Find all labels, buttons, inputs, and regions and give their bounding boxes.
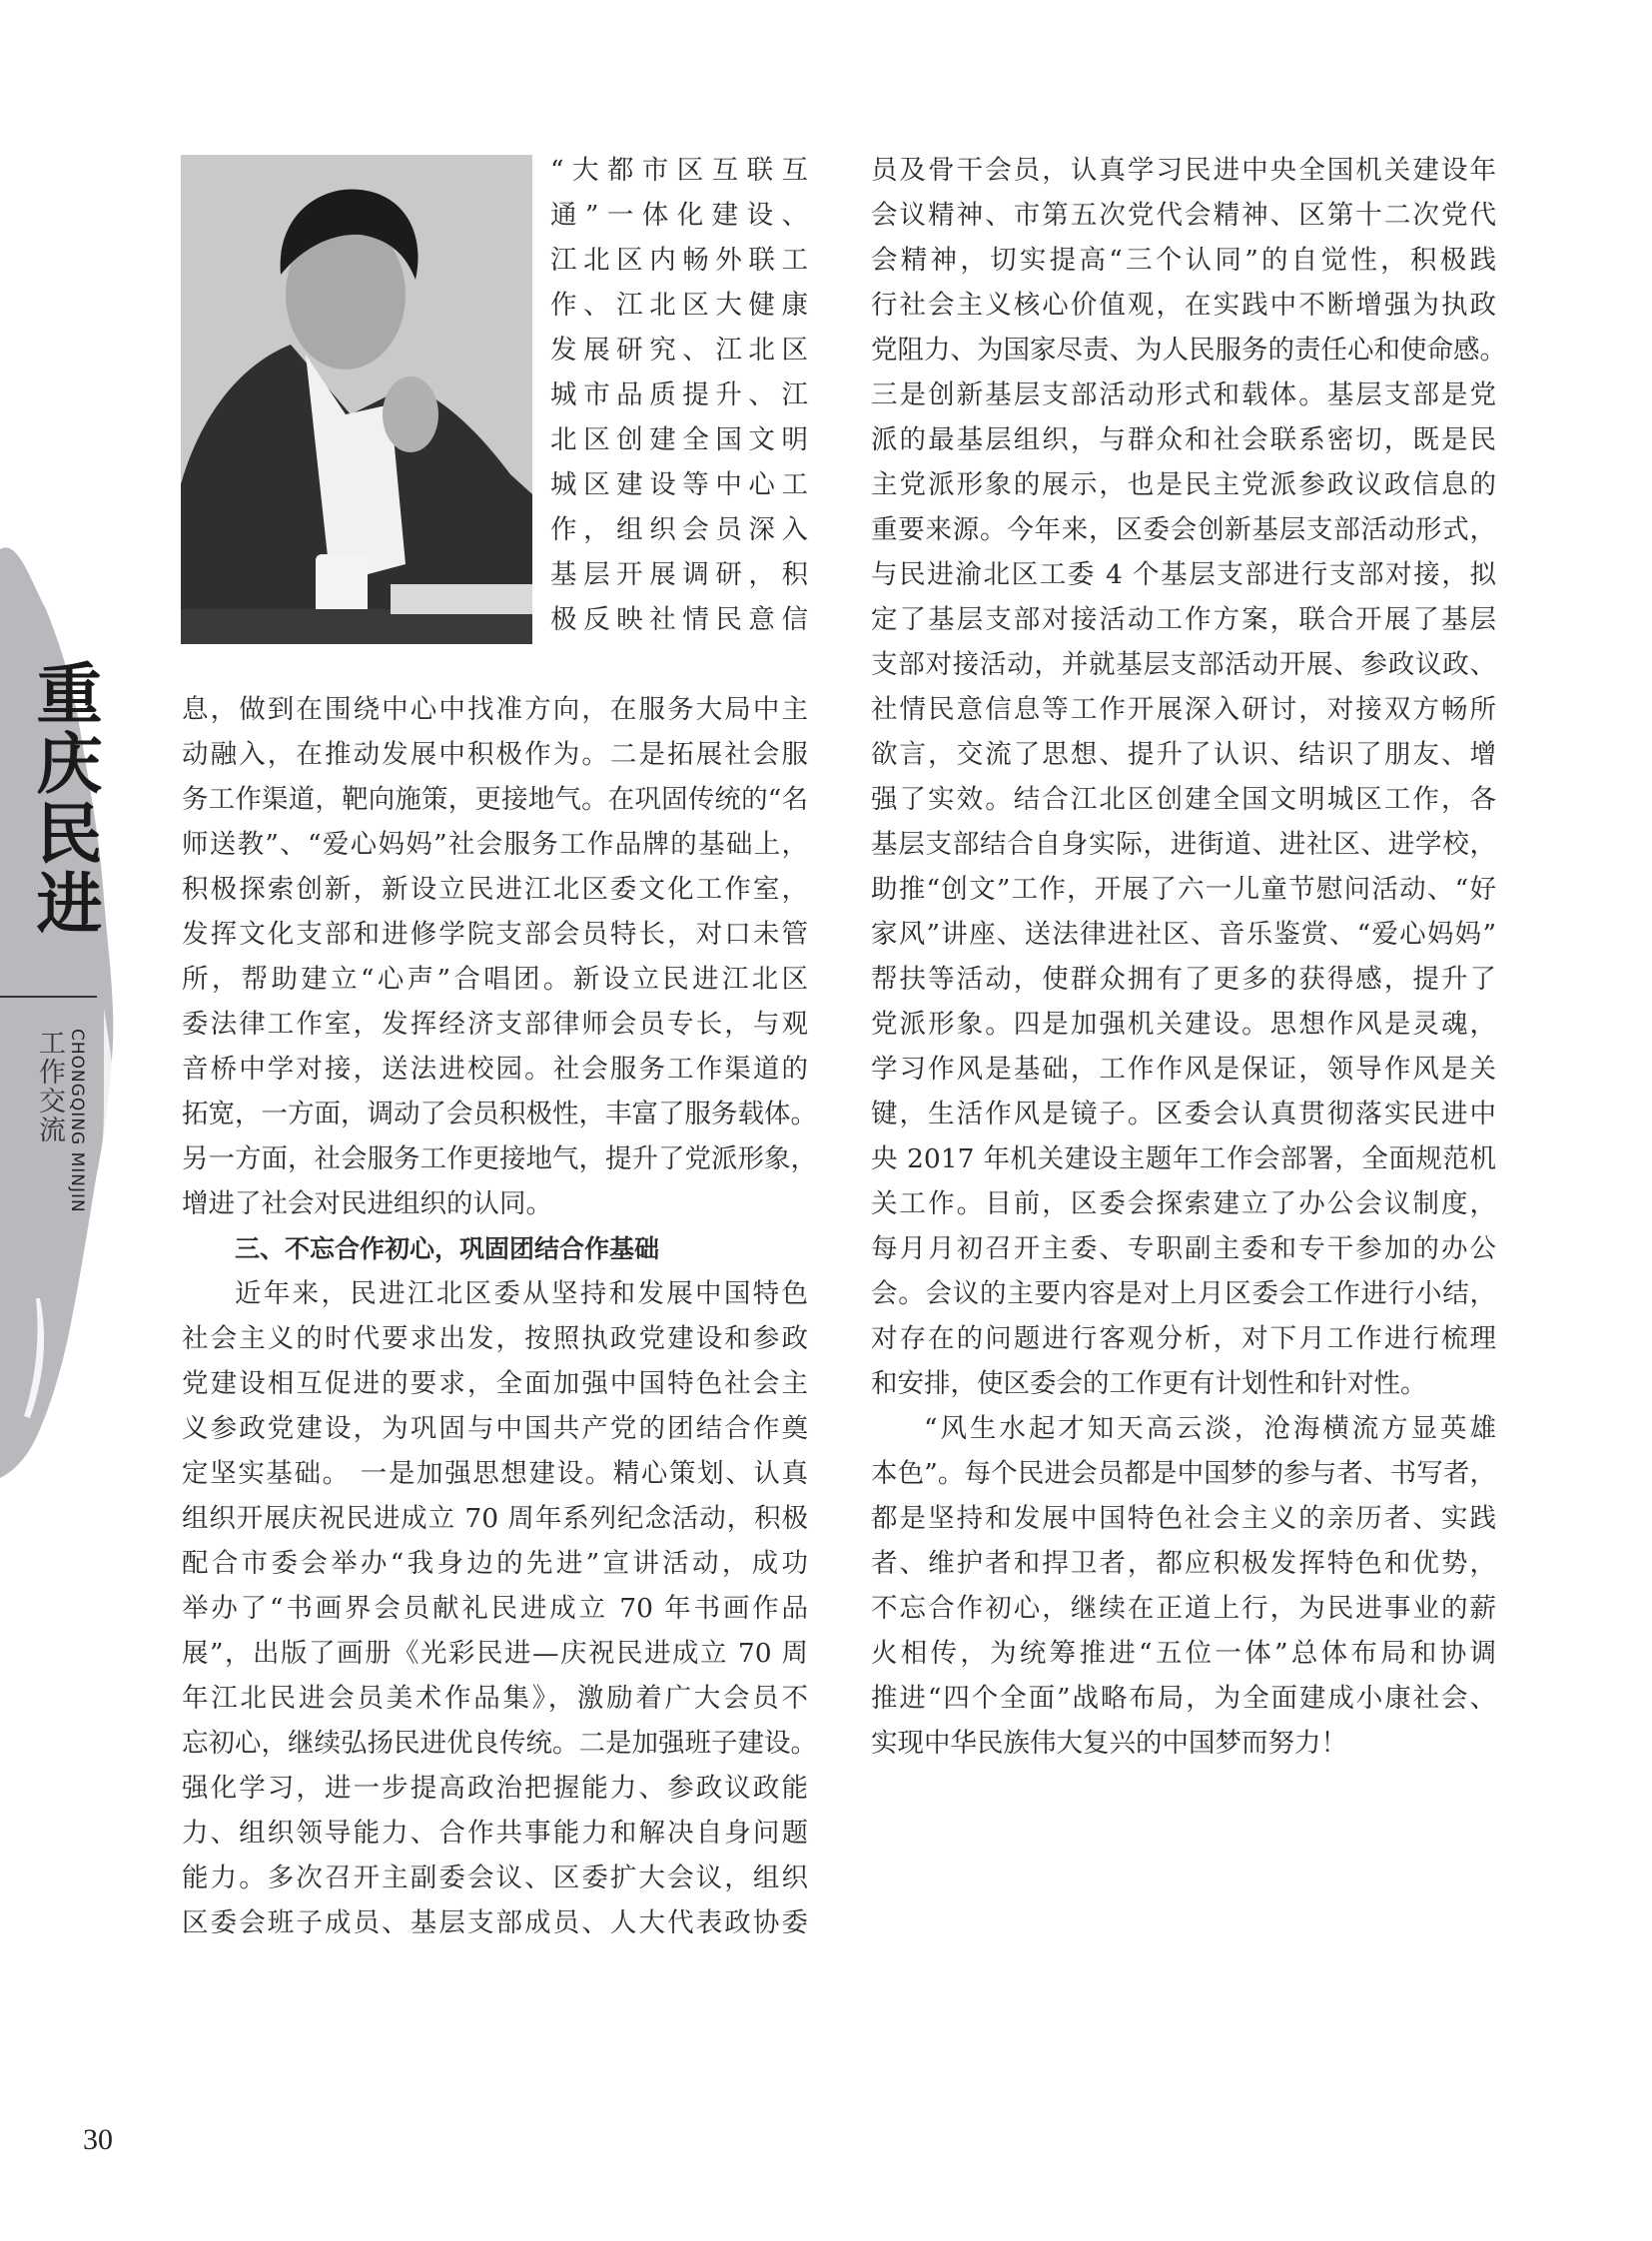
text-line: 会议精神、市第五次党代会精神、区第十二次党代 xyxy=(871,200,1496,231)
text-line: 展”，出版了画册《光彩民进—庆祝民进成立 70 周 xyxy=(182,1638,808,1669)
text-line: 强化学习，进一步提高政治把握能力、参政议政能 xyxy=(182,1773,808,1804)
text-line: “大都市区互联互 xyxy=(550,155,808,186)
text-line: 和安排，使区委会的工作更有计划性和针对性。 xyxy=(871,1368,1427,1399)
text-line: 定坚实基础。 一是加强思想建设。精心策划、认真 xyxy=(182,1458,808,1489)
text-line: 师送教”、“爱心妈妈”社会服务工作品牌的基础上， xyxy=(182,829,808,860)
text-line: 主党派形象的展示，也是民主党派参政议政信息的 xyxy=(871,469,1496,500)
portrait-photo xyxy=(181,155,532,644)
text-line: 社情民意信息等工作开展深入研讨，对接双方畅所 xyxy=(871,694,1496,725)
portrait-photo-icon xyxy=(181,155,532,644)
text-line: 发挥文化支部和进修学院支部会员特长，对口未管 xyxy=(182,919,808,950)
text-line: 本色”。每个民进会员都是中国梦的参与者、书写者， xyxy=(871,1458,1496,1489)
text-line: 极反映社情民意信 xyxy=(550,604,808,635)
text-line: 音桥中学对接，送法进校园。社会服务工作渠道的 xyxy=(182,1054,808,1085)
text-line: 会。会议的主要内容是对上月区委会工作进行小结， xyxy=(871,1278,1496,1309)
text-line: 行社会主义核心价值观，在实践中不断增强为执政 xyxy=(871,290,1496,321)
text-line: 派的最基层组织，与群众和社会联系密切，既是民 xyxy=(871,424,1496,455)
text-line: 对存在的问题进行客观分析，对下月工作进行梳理 xyxy=(871,1323,1496,1354)
text-line: 另一方面，社会服务工作更接地气，提升了党派形象， xyxy=(182,1143,817,1174)
text-line: 北区创建全国文明 xyxy=(550,424,808,455)
text-line: 增进了社会对民进组织的认同。 xyxy=(182,1188,552,1219)
text-line: 学习作风是基础，工作作风是保证，领导作风是关 xyxy=(871,1054,1496,1085)
page-number: 30 xyxy=(83,2123,113,2156)
text-line: 委法律工作室，发挥经济支部律师会员专长，与观 xyxy=(182,1009,808,1040)
masthead-divider xyxy=(0,996,97,998)
text-line: 者、维护者和捍卫者，都应积极发挥特色和优势， xyxy=(871,1548,1496,1579)
text-line: 关工作。目前，区委会探索建立了办公会议制度， xyxy=(871,1188,1496,1219)
text-line: 作，组织会员深入 xyxy=(550,514,808,545)
text-line: 三是创新基层支部活动形式和载体。基层支部是党 xyxy=(871,379,1496,410)
text-line: “风生水起才知天高云淡，沧海横流方显英雄 xyxy=(924,1413,1496,1444)
text-line: 配合市委会举办“我身边的先进”宣讲活动，成功 xyxy=(182,1548,808,1579)
text-line: 城市品质提升、江 xyxy=(550,379,808,410)
text-line: 与民进渝北区工委 4 个基层支部进行支部对接，拟 xyxy=(871,559,1496,590)
text-line: 发展研究、江北区 xyxy=(550,335,808,366)
text-line: 所，帮助建立“心声”合唱团。新设立民进江北区 xyxy=(182,964,808,995)
text-line: 息，做到在围绕中心中找准方向，在服务大局中主 xyxy=(182,694,808,725)
text-line: 强了实效。结合江北区创建全国文明城区工作，各 xyxy=(871,784,1496,815)
text-line: 实现中华民族伟大复兴的中国梦而努力！ xyxy=(871,1728,1347,1759)
text-line: 忘初心，继续弘扬民进优良传统。二是加强班子建设。 xyxy=(182,1728,817,1759)
text-line: 家风”讲座、送法律进社区、音乐鉴赏、“爱心妈妈” xyxy=(871,919,1496,950)
text-line: 近年来，民进江北区委从坚持和发展中国特色 xyxy=(235,1278,808,1309)
text-line: 基层支部结合自身实际，进街道、进社区、进学校， xyxy=(871,829,1496,860)
text-line: 拓宽，一方面，调动了会员积极性，丰富了服务载体。 xyxy=(182,1099,817,1129)
article-intro-wrap xyxy=(550,148,808,642)
section-label: 工作交流 xyxy=(34,1029,65,1144)
text-line: 重要来源。今年来，区委会创新基层支部活动形式， xyxy=(871,514,1496,545)
text-line: 力、组织领导能力、合作共事能力和解决自身问题 xyxy=(182,1818,808,1849)
text-line: 不忘合作初心，继续在正道上行，为民进事业的薪 xyxy=(871,1593,1496,1624)
text-line: 积极探索创新，新设立民进江北区委文化工作室， xyxy=(182,874,808,905)
text-line: 组织开展庆祝民进成立 70 周年系列纪念活动，积极 xyxy=(182,1503,808,1534)
text-line: 党阻力、为国家尽责、为人民服务的责任心和使命感。 xyxy=(871,335,1506,366)
article-column-left xyxy=(182,687,817,1945)
text-line: 每月月初召开主委、专职副主委和专干参加的办公 xyxy=(871,1233,1496,1264)
article-column-right xyxy=(871,148,1506,1766)
masthead-subtitle-en: CHONGQING MINJIN xyxy=(67,1029,87,1213)
section-heading: 三、不忘合作初心，巩固团结合作基础 xyxy=(235,1234,660,1263)
text-line: 支部对接活动，并就基层支部活动开展、参政议政、 xyxy=(871,649,1496,680)
text-line: 推进“四个全面”战略布局，为全面建成小康社会、 xyxy=(871,1683,1496,1714)
masthead-title: 重庆民进 xyxy=(25,659,103,939)
text-line: 动融入，在推动发展中积极作为。二是拓展社会服 xyxy=(182,739,808,770)
text-line: 务工作渠道，靶向施策，更接地气。在巩固传统的“名 xyxy=(182,784,808,815)
text-line: 作、江北区大健康 xyxy=(550,290,808,321)
text-line: 城区建设等中心工 xyxy=(550,469,808,500)
text-line: 帮扶等活动，使群众拥有了更多的获得感，提升了 xyxy=(871,964,1496,995)
text-line: 火相传，为统筹推进“五位一体”总体布局和协调 xyxy=(871,1638,1496,1669)
text-line: 举办了“书画界会员献礼民进成立 70 年书画作品 xyxy=(182,1593,808,1624)
text-line: 义参政党建设，为巩固与中国共产党的团结合作奠 xyxy=(182,1413,808,1444)
text-line: 央 2017 年机关建设主题年工作会部署，全面规范机 xyxy=(871,1143,1496,1174)
text-line: 会精神，切实提高“三个认同”的自觉性，积极践 xyxy=(871,245,1496,276)
text-line: 员及骨干会员，认真学习民进中央全国机关建设年 xyxy=(871,155,1496,186)
text-line: 定了基层支部对接活动工作方案，联合开展了基层 xyxy=(871,604,1496,635)
text-line: 欲言，交流了思想、提升了认识、结识了朋友、增 xyxy=(871,739,1496,770)
text-line: 基层开展调研，积 xyxy=(550,559,808,590)
text-line: 党派形象。四是加强机关建设。思想作风是灵魂， xyxy=(871,1009,1496,1040)
text-line: 江北区内畅外联工 xyxy=(550,245,808,276)
text-line: 党建设相互促进的要求，全面加强中国特色社会主 xyxy=(182,1368,808,1399)
text-line: 社会主义的时代要求出发，按照执政党建设和参政 xyxy=(182,1323,808,1354)
text-line: 助推“创文”工作，开展了六一儿童节慰问活动、“好 xyxy=(871,874,1496,905)
text-line: 能力。多次召开主副委会议、区委扩大会议，组织 xyxy=(182,1863,808,1893)
text-line: 区委会班子成员、基层支部成员、人大代表政协委 xyxy=(182,1907,808,1938)
text-line: 都是坚持和发展中国特色社会主义的亲历者、实践 xyxy=(871,1503,1496,1534)
text-line: 通”一体化建设、 xyxy=(550,200,808,231)
text-line: 年江北民进会员美术作品集》，激励着广大会员不 xyxy=(182,1683,808,1714)
text-line: 键，生活作风是镜子。区委会认真贯彻落实民进中 xyxy=(871,1099,1496,1129)
